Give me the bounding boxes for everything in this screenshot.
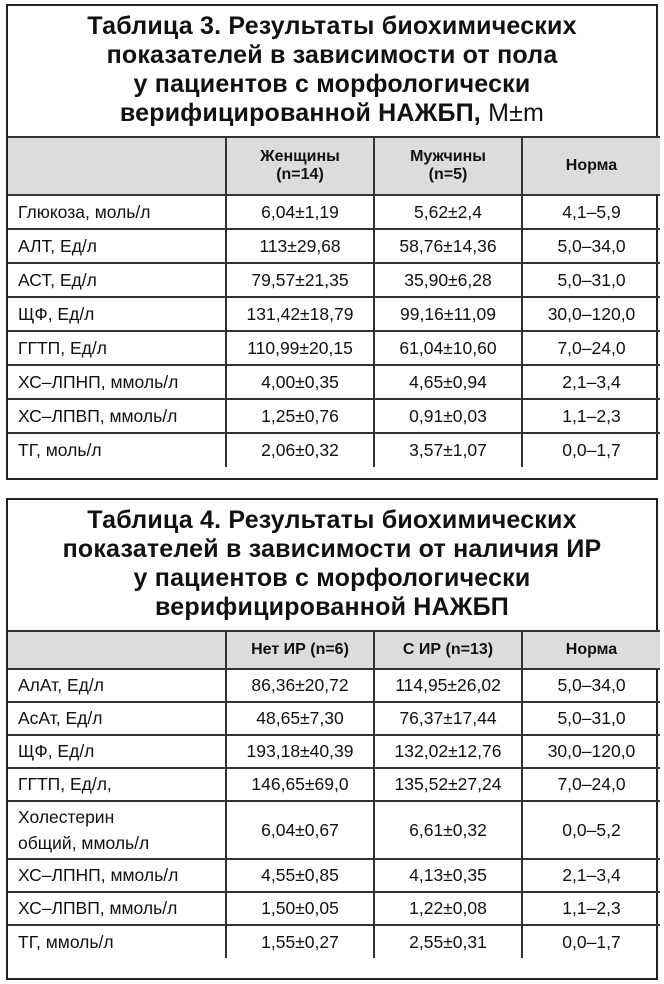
cell-men: 58,76±14,36 xyxy=(374,229,522,263)
table-row xyxy=(8,892,660,925)
table-row xyxy=(8,702,660,735)
table-row xyxy=(8,365,660,399)
row-label: ХС–ЛПВП, ммоль/л xyxy=(8,399,226,433)
table-3-grid xyxy=(8,136,660,467)
cell-women: 113±29,68 xyxy=(226,229,374,263)
table-4-grid xyxy=(8,630,660,958)
cell-men: 4,65±0,94 xyxy=(374,365,522,399)
table-row xyxy=(8,399,660,433)
cell-norm: 5,0–31,0 xyxy=(522,702,660,735)
cell-ir: 4,13±0,35 xyxy=(374,859,522,892)
row-label: ТГ, ммоль/л xyxy=(8,925,226,958)
cell-no-ir: 146,65±69,0 xyxy=(226,768,374,801)
header-empty xyxy=(8,137,226,195)
cell-no-ir: 193,18±40,39 xyxy=(226,735,374,768)
table-3-header-row xyxy=(8,137,660,195)
table-4 xyxy=(6,498,658,980)
header-men-label: Мужчины xyxy=(410,148,486,165)
cell-no-ir: 48,65±7,30 xyxy=(226,702,374,735)
cell-norm: 5,0–34,0 xyxy=(522,669,660,702)
row-label: АсАт, Ед/л xyxy=(8,702,226,735)
cell-norm: 30,0–120,0 xyxy=(522,297,660,331)
row-label: ХС–ЛПВП, ммоль/л xyxy=(8,892,226,925)
cell-norm: 1,1–2,3 xyxy=(522,892,660,925)
row-label: ЩФ, Ед/л xyxy=(8,297,226,331)
cell-norm: 4,1–5,9 xyxy=(522,195,660,229)
cell-no-ir: 1,55±0,27 xyxy=(226,925,374,958)
row-label: Глюкоза, моль/л xyxy=(8,195,226,229)
header-women xyxy=(226,137,374,195)
cell-women: 1,25±0,76 xyxy=(226,399,374,433)
cell-ir: 135,52±27,24 xyxy=(374,768,522,801)
header-women-n: (n=14) xyxy=(276,166,324,183)
cell-women: 4,00±0,35 xyxy=(226,365,374,399)
cell-norm: 30,0–120,0 xyxy=(522,735,660,768)
table-row xyxy=(8,735,660,768)
header-norm: Норма xyxy=(522,631,660,669)
row-label: АСТ, Ед/л xyxy=(8,263,226,297)
table-3-title-line: показателей в зависимости от пола xyxy=(106,41,558,69)
header-empty xyxy=(8,631,226,669)
table-row xyxy=(8,801,660,859)
cell-women: 2,06±0,32 xyxy=(226,433,374,467)
cell-norm: 7,0–24,0 xyxy=(522,331,660,365)
cell-men: 3,57±1,07 xyxy=(374,433,522,467)
table-4-header-row xyxy=(8,631,660,669)
cell-norm: 0,0–1,7 xyxy=(522,925,660,958)
cell-no-ir: 4,55±0,85 xyxy=(226,859,374,892)
cell-women: 79,57±21,35 xyxy=(226,263,374,297)
cell-ir: 76,37±17,44 xyxy=(374,702,522,735)
row-label: ГГТП, Ед/л xyxy=(8,331,226,365)
cell-norm: 5,0–31,0 xyxy=(522,263,660,297)
cell-no-ir: 6,04±0,67 xyxy=(226,801,374,859)
header-men xyxy=(374,137,522,195)
table-4-title-line: у пациентов с морфологически xyxy=(133,564,531,592)
header-ir: С ИР (n=13) xyxy=(374,631,522,669)
table-row xyxy=(8,859,660,892)
table-row xyxy=(8,433,660,467)
cell-no-ir: 86,36±20,72 xyxy=(226,669,374,702)
row-label: ЩФ, Ед/л xyxy=(8,735,226,768)
cell-men: 99,16±11,09 xyxy=(374,297,522,331)
row-label-line: общий, ммоль/л xyxy=(18,833,150,853)
cell-ir: 132,02±12,76 xyxy=(374,735,522,768)
cell-men: 5,62±2,4 xyxy=(374,195,522,229)
cell-no-ir: 1,50±0,05 xyxy=(226,892,374,925)
table-3-title xyxy=(8,6,656,136)
table-3-title-line: у пациентов с морфологически xyxy=(133,70,531,98)
row-label xyxy=(8,801,226,859)
cell-men: 0,91±0,03 xyxy=(374,399,522,433)
cell-norm: 0,0–5,2 xyxy=(522,801,660,859)
cell-norm: 2,1–3,4 xyxy=(522,859,660,892)
cell-norm: 0,0–1,7 xyxy=(522,433,660,467)
table-row xyxy=(8,768,660,801)
table-row xyxy=(8,263,660,297)
table-row xyxy=(8,925,660,958)
cell-ir: 1,22±0,08 xyxy=(374,892,522,925)
table-3-title-suffix: M±m xyxy=(488,99,545,127)
header-women-label: Женщины xyxy=(260,148,340,165)
cell-ir: 2,55±0,31 xyxy=(374,925,522,958)
row-label: ХС–ЛПНП, ммоль/л xyxy=(8,859,226,892)
table-row xyxy=(8,195,660,229)
cell-men: 61,04±10,60 xyxy=(374,331,522,365)
table-3 xyxy=(6,4,658,480)
cell-ir: 6,61±0,32 xyxy=(374,801,522,859)
row-label: ГГТП, Ед/л, xyxy=(8,768,226,801)
row-label: ХС–ЛПНП, ммоль/л xyxy=(8,365,226,399)
cell-norm: 5,0–34,0 xyxy=(522,229,660,263)
cell-women: 6,04±1,19 xyxy=(226,195,374,229)
header-no-ir: Нет ИР (n=6) xyxy=(226,631,374,669)
table-4-title-line: Таблица 4. Результаты биохимических xyxy=(87,506,577,534)
table-row xyxy=(8,331,660,365)
cell-women: 131,42±18,79 xyxy=(226,297,374,331)
row-label-line: Холестерин xyxy=(18,807,115,827)
table-row xyxy=(8,669,660,702)
table-3-title-line xyxy=(16,99,648,128)
row-label: ТГ, моль/л xyxy=(8,433,226,467)
cell-norm: 2,1–3,4 xyxy=(522,365,660,399)
row-label: АЛТ, Ед/л xyxy=(8,229,226,263)
header-men-n: (n=5) xyxy=(428,166,468,183)
table-3-title-line: Таблица 3. Результаты биохимических xyxy=(87,12,577,40)
cell-men: 35,90±6,28 xyxy=(374,263,522,297)
cell-norm: 7,0–24,0 xyxy=(522,768,660,801)
row-label: АлАт, Ед/л xyxy=(8,669,226,702)
table-4-title xyxy=(8,500,656,630)
table-row xyxy=(8,297,660,331)
header-norm: Норма xyxy=(522,137,660,195)
cell-women: 110,99±20,15 xyxy=(226,331,374,365)
cell-ir: 114,95±26,02 xyxy=(374,669,522,702)
table-4-title-line: верифицированной НАЖБП xyxy=(155,593,509,621)
table-row xyxy=(8,229,660,263)
cell-norm: 1,1–2,3 xyxy=(522,399,660,433)
table-4-title-line: показателей в зависимости от наличия ИР xyxy=(62,535,602,563)
table-3-title-text: верифицированной НАЖБП, xyxy=(119,99,489,127)
